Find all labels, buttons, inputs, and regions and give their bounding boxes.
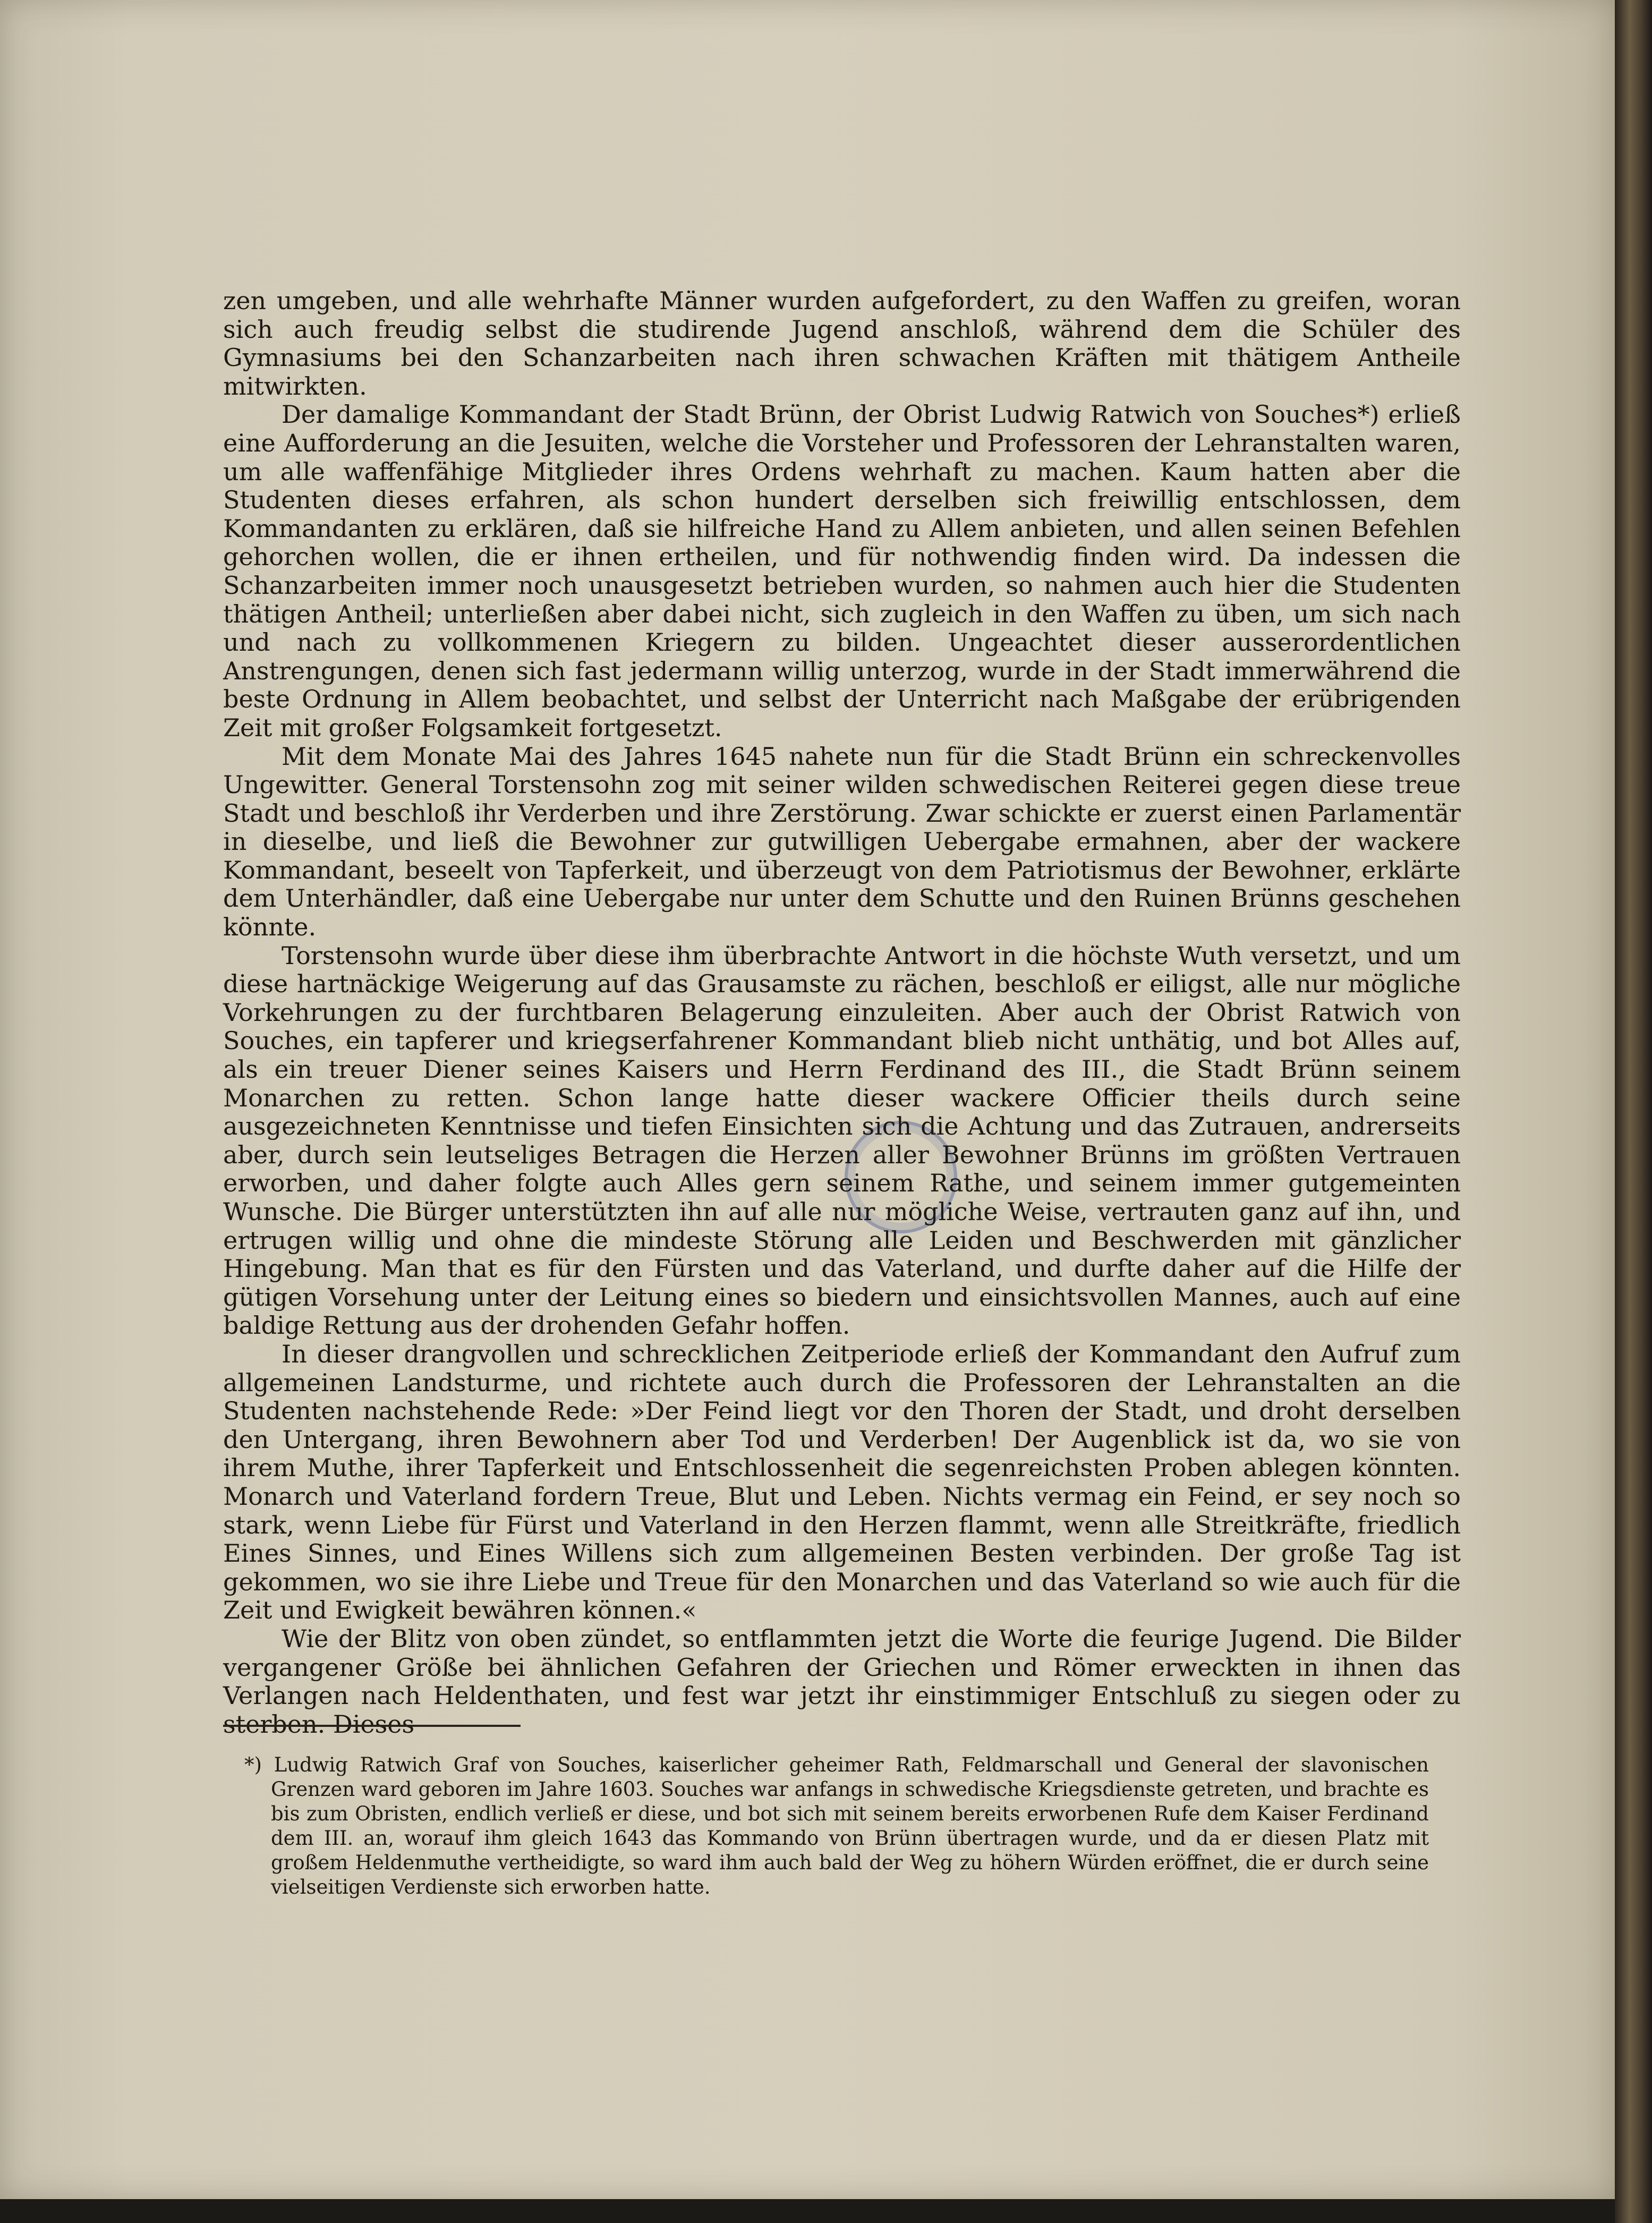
paragraph: Torstensohn wurde über diese ihm überbrachte Antwort in die höchste Wuth versetzt, und um diese hartnäckige Weigerung auf das Grausamste zu rächen, beschloß er eiligst, alle nur mögliche Vorkehrungen zu der furchtbaren Belagerung einzuleiten. Aber auch der Obrist Ratwich von Souches, ein tapferer und kriegserfahrener Kommandant blieb nicht unthätig, und bot Alles auf, als ein treuer Diener seines Kaisers und Herrn Ferdinand des III., die Stadt Brünn seinem Monarchen zu retten. Schon lange hatte dieser wackere Officier theils durch seine ausgezeichneten Kenntnisse und tiefen Einsichten sich die Achtung und das Zutrauen, andrerseits aber, durch sein leutseliges Betragen die Herzen aller Bewohner Brünns im größten Vertrauen erworben, und daher folgte auch Alles gern seinem Rathe, und seinem immer gutgemeinten Wunsche. Die Bürger unterstützten ihn auf alle nur mögliche Weise, vertrauten ganz auf ihn, und ertrugen willig und ohne die mindeste Störung alle Leiden und Beschwerden mit gänzlicher Hingebung. Man that es für den Fürsten und das Vaterland, und durfte daher auf die Hilfe der gütigen Vorsehung unter der Leitung eines so biedern und einsichtsvollen Mannes, auch auf eine baldige Rettung aus der drohenden Gefahr hoffen. xyxy=(223,941,1461,1340)
footnote-divider xyxy=(223,1725,521,1727)
paragraph: Der damalige Kommandant der Stadt Brünn, der Obrist Ludwig Ratwich von Souches*) erließ eine Aufforderung an die Jesuiten, welche die Vorsteher und Professoren der Lehranstalten waren, um alle waffenfähige Mitglieder ihres Ordens wehrhaft zu machen. Kaum hatten aber die Studenten dieses erfahren, als schon hundert derselben sich freiwillig entschlossen, dem Kommandanten zu erklären, daß sie hilfreiche Hand zu Allem anbieten, und allen seinen Befehlen gehorchen wollen, die er ihnen ertheilen, und für nothwendig finden wird. Da indessen die Schanzarbeiten immer noch unausgesetzt betrieben wurden, so nahmen auch hier die Studenten thätigen Antheil; unterließen aber dabei nicht, sich zugleich in den Waffen zu üben, um sich nach und nach zu vollkommenen Kriegern zu bilden. Ungeachtet dieser ausserordentlichen Anstrengungen, denen sich fast jedermann willig unterzog, wurde in der Stadt immerwährend die beste Ordnung in Allem beobachtet, und selbst der Unterricht nach Maßgabe der erübrigenden Zeit mit großer Folgsamkeit fortgesetzt. xyxy=(223,400,1461,742)
footnote: *) Ludwig Ratwich Graf von Souches, kaiserlicher geheimer Rath, Feldmarschall und General der slavonischen Grenzen ward geboren im Jahre 1603. Souches war anfangs in schwedische Kriegsdienste getreten, und brachte es bis zum Obristen, endlich verließ er diese, und bot sich mit seinem bereits erworbenen Rufe dem Kaiser Ferdinand dem III. an, worauf ihm gleich 1643 das Kommando von Brünn übertragen wurde, und da er diesen Platz mit großem Heldenmuthe vertheidigte, so ward ihm auch bald der Weg zu höhern Würden eröffnet, die er durch seine vielseitigen Verdienste sich erworben hatte. xyxy=(244,1753,1429,1898)
book-binding xyxy=(1615,0,1652,2223)
paragraph: zen umgeben, und alle wehrhafte Männer wurden aufgefordert, zu den Waffen zu greifen, woran sich auch freudig selbst die studirende Jugend anschloß, während dem die Schüler des Gymnasiums bei den Schanzarbeiten nach ihren schwachen Kräften mit thätigem Antheile mitwirkten. xyxy=(223,286,1461,401)
paragraph: Mit dem Monate Mai des Jahres 1645 nahete nun für die Stadt Brünn ein schreckenvolles Ungewitter. General Torstensohn zog mit seiner wilden schwedischen Reiterei gegen diese treue Stadt und beschloß ihr Verderben und ihre Zerstörung. Zwar schickte er zuerst einen Parlamentär in dieselbe, und ließ die Bewohner zur gutwilligen Uebergabe ermahnen, aber der wackere Kommandant, beseelt von Tapferkeit, und überzeugt von dem Patriotismus der Bewohner, erklärte dem Unterhändler, daß eine Uebergabe nur unter dem Schutte und den Ruinen Brünns geschehen könnte. xyxy=(223,742,1461,942)
main-text xyxy=(223,287,1461,1739)
paragraph: In dieser drangvollen und schrecklichen Zeitperiode erließ der Kommandant den Aufruf zum allgemeinen Landsturme, und richtete auch durch die Professoren der Lehranstalten an die Studenten nachstehende Rede: »Der Feind liegt vor den Thoren der Stadt, und droht derselben den Untergang, ihren Bewohnern aber Tod und Verderben! Der Augenblick ist da, wo sie von ihrem Muthe, ihrer Tapferkeit und Entschlossenheit die segenreichsten Proben ablegen könnten. Monarch und Vaterland fordern Treue, Blut und Leben. Nichts vermag ein Feind, er sey noch so stark, wenn Liebe für Fürst und Vaterland in den Herzen flammt, wenn alle Streitkräfte, friedlich Eines Sinnes, und Eines Willens sich zum allgemeinen Besten verbinden. Der große Tag ist gekommen, wo sie ihre Liebe und Treue für den Monarchen und das Vaterland so wie auch für die Zeit und Ewigkeit bewähren können.« xyxy=(223,1339,1461,1625)
paragraph: Wie der Blitz von oben zündet, so entflammten jetzt die Worte die feurige Jugend. Die Bilder vergangener Größe bei ähnlichen Gefahren der Griechen und Römer erweckten in ihnen das Verlangen nach Heldenthaten, und fest war jetzt ihr einstimmiger Entschluß zu siegen oder zu sterben. Dieses xyxy=(223,1624,1461,1739)
footnotes xyxy=(244,1753,1429,1900)
